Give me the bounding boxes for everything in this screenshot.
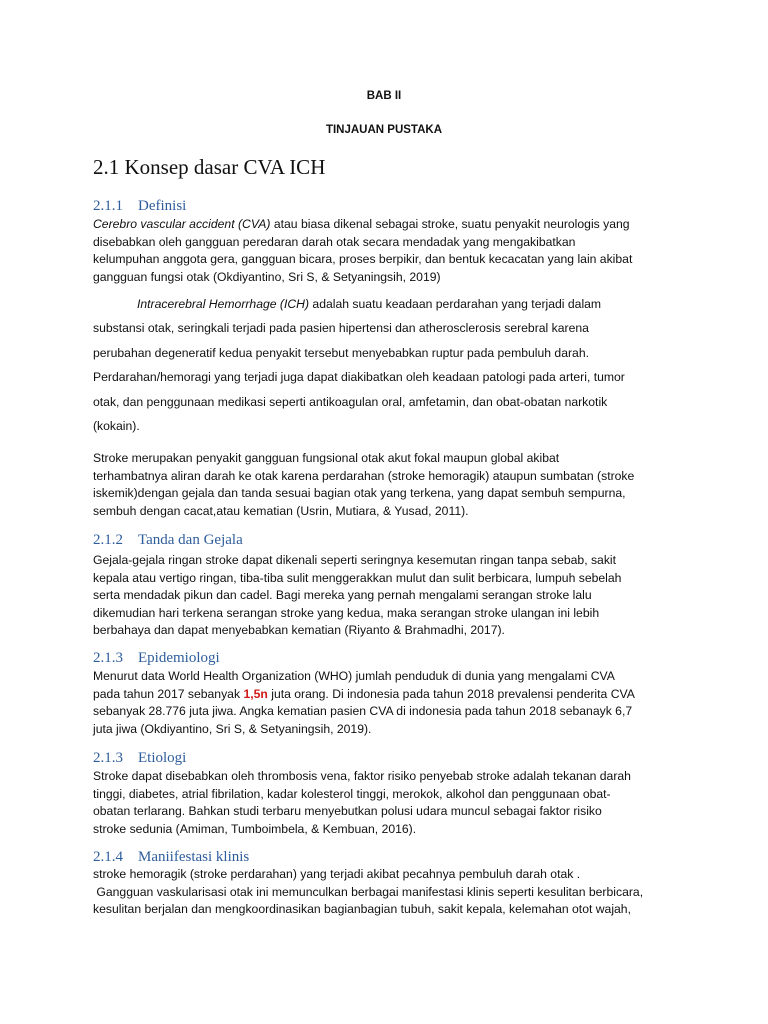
text-line: substansi otak, seringkali terjadi pada pasien hipertensi dan atherosclerosis serebral karena xyxy=(93,321,589,336)
heading-text: Definisi xyxy=(138,198,187,214)
text-line: Intracerebral Hemorrhage (ICH) adalah suatu keadaan perdarahan yang terjadi dalam xyxy=(137,297,602,311)
chapter-label: BAB II xyxy=(366,90,402,102)
text-line: gangguan fungsi otak (Okdiyantino, Sri S, & Setyaningsih, 2019) xyxy=(93,269,441,284)
text-line: Cerebro vascular accident (CVA) atau biasa dikenal sebagai stroke, suatu penyakit neurologis yang xyxy=(93,217,630,231)
text-line: Perdarahan/hemoragi yang terjadi juga dapat diakibatkan oleh keadaan patologi pada arteri, tumor xyxy=(93,370,625,385)
heading-text: Maniifestasi klinis xyxy=(138,849,250,865)
text-line: iskemik)dengan gejala dan tanda sesuai bagian otak yang terkena, yang dapat sembuh sempurna, xyxy=(93,486,626,501)
heading-number: 2.1.3 xyxy=(93,650,123,666)
italic-term: Cerebro vascular accident (CVA) xyxy=(93,217,271,231)
text-line: serta mendadak pikun dan cadel. Bagi mereka yang pernah mengalami serangan stroke lalu xyxy=(93,588,592,603)
text-line: terhambatnya aliran darah ke otak karena perdarahan (stroke hemoragik) ataupun sumbatan (stroke xyxy=(93,468,635,483)
paragraph-manifestasi xyxy=(93,866,683,919)
text-line: kepala atau vertigo ringan, tiba-tiba sulit menggerakkan mulut dan sulit berbicara, lumpuh sebelah xyxy=(93,570,622,585)
section-title: 2.1 Konsep dasar CVA ICH xyxy=(93,155,326,179)
text-line: pada tahun 2017 sebanyak 1,5n juta orang. Di indonesia pada tahun 2018 prevalensi penderita CVA xyxy=(93,686,635,701)
text-line: juta jiwa (Okdiyantino, Sri S, & Setyaningsih, 2019). xyxy=(93,721,372,736)
heading-number: 2.1.4 xyxy=(93,849,123,865)
text-line: sembuh dengan cacat,atau kematian (Usrin, Mutiara, & Yusad, 2011). xyxy=(93,503,469,518)
heading-text: Tanda dan Gejala xyxy=(138,532,243,548)
text-line: Menurut data World Health Organization (WHO) jumlah penduduk di dunia yang mengalami CVA xyxy=(93,669,615,683)
text-line: berbahaya dan dapat menyebabkan kematian (Riyanto & Brahmadhi, 2017). xyxy=(93,623,505,638)
text-line: kesulitan berjalan dan mengkoordinasikan bagianbagian tubuh, sakit kepala, kelemahan otot wajah, xyxy=(93,902,631,917)
paragraph-etiologi xyxy=(93,768,683,838)
paragraph-definisi-ich xyxy=(93,292,683,438)
heading-number: 2.1.1 xyxy=(93,198,123,214)
text-line: disebabkan oleh gangguan peredaran darah otak secara mendadak yang mengakibatkan xyxy=(93,234,576,249)
heading-number: 2.1.3 xyxy=(93,750,123,766)
text-line: Gangguan vaskularisasi otak ini memunculkan berbagai manifestasi klinis seperti kesulitan berbicara, xyxy=(93,884,644,899)
heading-number: 2.1.2 xyxy=(93,532,123,548)
heading-text: Etiologi xyxy=(138,750,187,766)
text-line: sebanyak 28.776 juta jiwa. Angka kematian pasien CVA di indonesia pada tahun 2018 sebanayk 6,7 xyxy=(93,704,633,719)
text-line: obatan terlarang. Bahkan studi terbaru menyebutkan polusi udara muncul sebagai faktor risiko xyxy=(93,804,602,819)
text-line: Stroke merupakan penyakit gangguan fungsional otak akut fokal maupun global akibat xyxy=(93,451,560,465)
heading-tanda-gejala xyxy=(93,532,243,549)
heading-epidemiologi xyxy=(93,650,220,667)
text-line: otak, dan penggunaan medikasi seperti antikoagulan oral, amfetamin, dan obat-obatan narkotik xyxy=(93,394,608,409)
chapter-subtitle: TINJAUAN PUSTAKA xyxy=(325,124,443,136)
text-line: kelumpuhan anggota gera, gangguan bicara, proses berpikir, dan bentuk kecacatan yang lain akibat xyxy=(93,252,633,267)
text-line: stroke hemoragik (stroke perdarahan) yang terjadi akibat pecahnya pembuluh darah otak . xyxy=(93,867,581,881)
text-line: Stroke dapat disebabkan oleh thrombosis vena, faktor risiko penyebab stroke adalah tekanan darah xyxy=(93,769,631,783)
paragraph-tanda-gejala xyxy=(93,552,683,640)
text-line: Gejala-gejala ringan stroke dapat dikenali seperti seringnya kesemutan ringan tanpa sebab, sakit xyxy=(93,553,617,567)
paragraph-definisi-cva xyxy=(93,216,683,286)
heading-etiologi xyxy=(93,750,186,767)
text-line: stroke sedunia (Amiman, Tumboimbela, & Kembuan, 2016). xyxy=(93,821,417,836)
paragraph-definisi-stroke xyxy=(93,450,683,520)
highlighted-value: 1,5n xyxy=(243,686,268,701)
text-line: tinggi, diabetes, atrial fibrilation, kadar kolesterol tinggi, merokok, alkohol dan penggunaan obat- xyxy=(93,786,611,801)
text-line: (kokain). xyxy=(93,418,140,433)
heading-text: Epidemiologi xyxy=(138,650,220,666)
paragraph-epidemiologi xyxy=(93,668,683,738)
text-line: dikemudian hari terkena serangan stroke yang kedua, maka serangan stroke ulangan ini lebih xyxy=(93,605,600,620)
heading-manifestasi xyxy=(93,849,249,866)
italic-term: Intracerebral Hemorrhage (ICH) xyxy=(137,297,310,311)
text-line: perubahan degeneratif kedua penyakit tersebut menyebabkan ruptur pada pembuluh darah. xyxy=(93,345,589,360)
heading-definisi xyxy=(93,198,186,215)
